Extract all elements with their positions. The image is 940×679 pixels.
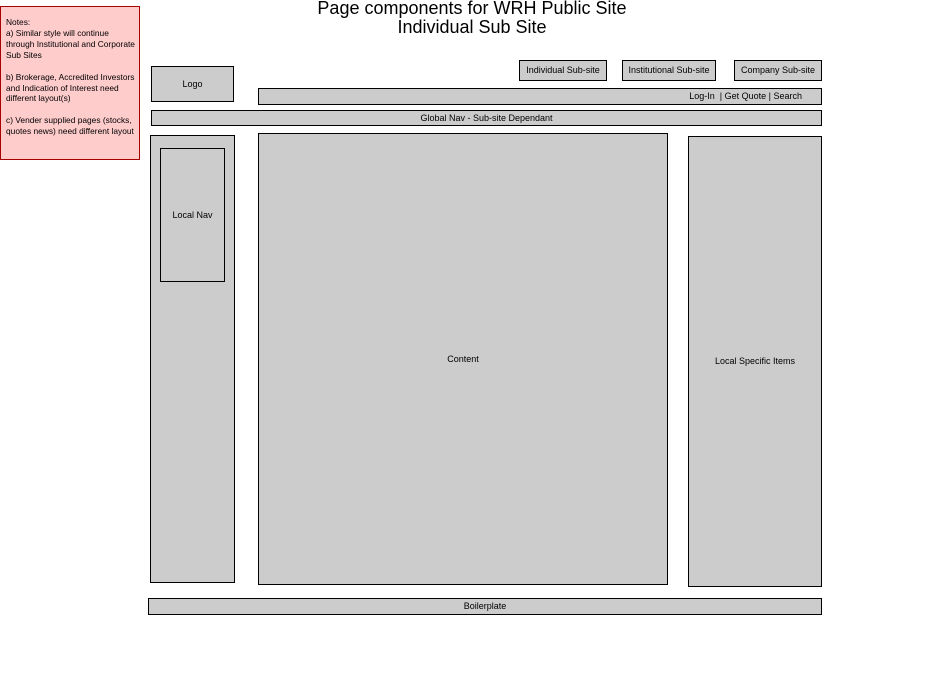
utility-links-label: Log-In | Get Quote | Search <box>689 91 802 102</box>
logo-label: Logo <box>182 78 203 89</box>
individual-subsite-label: Individual Sub-site <box>526 65 600 76</box>
institutional-subsite-label: Institutional Sub-site <box>628 65 710 76</box>
company-subsite-box <box>734 60 822 81</box>
local-specific-items-label: Local Specific Items <box>714 356 796 367</box>
note-item-c: c) Vender supplied pages (stocks, quotes news) need different layout <box>6 115 134 137</box>
local-nav-label: Local Nav <box>172 209 213 220</box>
boilerplate-label: Boilerplate <box>463 601 507 612</box>
notes-box <box>0 6 140 160</box>
note-item-b: b) Brokerage, Accredited Investors and Indication of Interest need different layout(s) <box>6 71 135 104</box>
local-nav-box <box>160 148 225 282</box>
local-specific-items-box <box>688 136 822 587</box>
diagram-title <box>250 0 694 37</box>
global-nav-bar <box>151 110 822 126</box>
company-subsite-label: Company Sub-site <box>740 65 816 76</box>
individual-subsite-box <box>519 60 607 81</box>
global-nav-label: Global Nav - Sub-site Dependant <box>420 112 553 123</box>
content-label: Content <box>447 353 479 364</box>
content-area <box>258 133 668 585</box>
note-item-a: a) Similar style will continue through Institutional and Corporate Sub Sites <box>6 27 135 60</box>
boilerplate-bar <box>148 598 822 615</box>
title-line-1: Page components for WRH Public Site <box>317 0 627 18</box>
title-line-2: Individual Sub Site <box>397 17 547 37</box>
utility-links-bar <box>258 88 822 105</box>
institutional-subsite-box <box>622 60 716 81</box>
notes-heading: Notes: <box>6 17 31 27</box>
logo-box <box>151 66 234 102</box>
